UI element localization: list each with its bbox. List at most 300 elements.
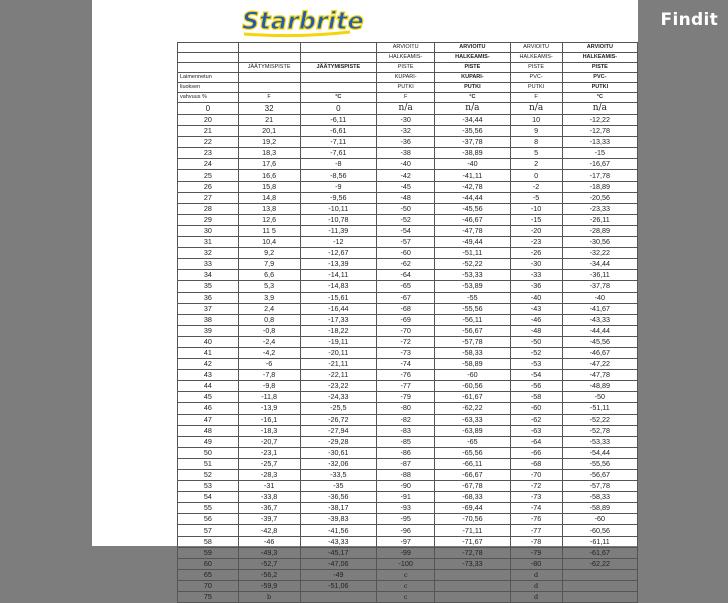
table-cell: -56,67 (435, 325, 510, 336)
header-cell: ARVIOITU (562, 43, 637, 53)
table-cell: 53 (178, 481, 239, 492)
table-cell: -37,78 (435, 137, 510, 148)
table-cell: -13,9 (238, 403, 300, 414)
table-cell: -45,56 (562, 336, 637, 347)
header-cell: ARVIOITU (435, 43, 510, 53)
table-cell: -36 (510, 281, 562, 292)
table-cell: 59 (178, 547, 239, 558)
header-cell: ARVIOITU (510, 43, 562, 53)
header-cell (178, 63, 239, 73)
table-row (178, 214, 638, 225)
table-row (178, 115, 638, 126)
table-cell: -71,11 (435, 525, 510, 536)
table-cell: 46 (178, 403, 239, 414)
table-cell: -0,8 (238, 325, 300, 336)
table-cell: -51,06 (300, 580, 376, 591)
table-row (178, 192, 638, 203)
table-cell: -66,67 (435, 470, 510, 481)
table-row (178, 414, 638, 425)
table-cell: n/a (377, 103, 435, 115)
table-cell: -43,33 (300, 536, 376, 547)
table-cell: -45 (377, 181, 435, 192)
table-cell: -70 (510, 470, 562, 481)
table-cell: -66 (510, 447, 562, 458)
table-cell: 52 (178, 470, 239, 481)
table-cell: -70 (377, 325, 435, 336)
header-cell: PUTKI (562, 83, 637, 93)
table-cell: -72,78 (435, 547, 510, 558)
table-cell: -18,89 (562, 181, 637, 192)
table-cell: -28,89 (562, 225, 637, 236)
table-cell: -60 (435, 370, 510, 381)
table-cell: -44,44 (435, 192, 510, 203)
table-cell: -15,61 (300, 292, 376, 303)
table-cell: -12,67 (300, 248, 376, 259)
table-cell: 48 (178, 425, 239, 436)
table-cell: -82 (377, 414, 435, 425)
table-cell: 50 (178, 447, 239, 458)
table-cell: -11,39 (300, 225, 376, 236)
table-cell: -68,33 (435, 492, 510, 503)
table-cell: -52,22 (435, 259, 510, 270)
table-cell: -9,8 (238, 381, 300, 392)
table-cell: -8 (300, 159, 376, 170)
table-cell: -37,78 (562, 281, 637, 292)
table-cell: -9 (300, 181, 376, 192)
header-cell: liuoksen (178, 83, 239, 93)
table-cell: -17,78 (562, 170, 637, 181)
table-cell: -38,17 (300, 503, 376, 514)
table-cell: -44,44 (562, 325, 637, 336)
table-cell: -65 (435, 436, 510, 447)
table-cell: -64 (510, 436, 562, 447)
table-cell: -99 (377, 547, 435, 558)
table-cell: -23,22 (300, 381, 376, 392)
table-cell: -40 (377, 159, 435, 170)
table-cell: -45,17 (300, 547, 376, 558)
table-cell: -71,67 (435, 536, 510, 547)
table-cell: -73 (510, 492, 562, 503)
table-cell: -52 (377, 214, 435, 225)
table-cell: 33 (178, 259, 239, 270)
table-cell: -6,11 (300, 115, 376, 126)
table-cell: 49 (178, 436, 239, 447)
header-cell (178, 43, 239, 53)
table-cell: -18,22 (300, 325, 376, 336)
table-cell: -20 (510, 225, 562, 236)
table-cell: -62,22 (435, 403, 510, 414)
table-cell: -68 (510, 458, 562, 469)
table-cell: -86 (377, 447, 435, 458)
table-cell: -76 (510, 514, 562, 525)
table-cell: 30 (178, 225, 239, 236)
table-cell: -73,33 (435, 558, 510, 569)
table-cell: -70,56 (435, 514, 510, 525)
table-row (178, 292, 638, 303)
table-cell: -52,22 (562, 414, 637, 425)
table-row (178, 225, 638, 236)
table-cell: -46 (238, 536, 300, 547)
header-cell: JÄÄTYMISPISTE (300, 63, 376, 73)
table-cell (562, 569, 637, 580)
header-cell: vahvuus % (178, 93, 239, 103)
table-cell: 0,8 (238, 314, 300, 325)
table-cell: -39,83 (300, 514, 376, 525)
table-cell: -41,67 (562, 303, 637, 314)
table-cell: 70 (178, 580, 239, 591)
table-cell: -38,89 (435, 148, 510, 159)
table-cell: -41,11 (435, 170, 510, 181)
header-cell: KUPARI- (435, 73, 510, 83)
header-cell: KUPARI- (377, 73, 435, 83)
table-cell: -10,11 (300, 203, 376, 214)
table-cell: 22 (178, 137, 239, 148)
table-cell: 54 (178, 492, 239, 503)
table-cell: 3,9 (238, 292, 300, 303)
table-cell: -42,78 (435, 181, 510, 192)
table-cell: 27 (178, 192, 239, 203)
table-row (178, 137, 638, 148)
table-cell: -30 (510, 259, 562, 270)
table-cell: n/a (435, 103, 510, 115)
table-cell: -80 (377, 403, 435, 414)
table-cell: -26,72 (300, 414, 376, 425)
table-cell: 7,9 (238, 259, 300, 270)
table-cell: -50 (562, 392, 637, 403)
table-cell: 47 (178, 414, 239, 425)
table-cell: -12,78 (562, 126, 637, 137)
table-cell (562, 592, 637, 603)
table-row (178, 148, 638, 159)
table-row (178, 336, 638, 347)
table-cell: -96 (377, 525, 435, 536)
table-cell: -42 (377, 170, 435, 181)
table-cell: 36 (178, 292, 239, 303)
table-row (178, 481, 638, 492)
table-cell: 23 (178, 148, 239, 159)
table-cell (435, 592, 510, 603)
header-cell: PUTKI (377, 83, 435, 93)
table-cell: -8,56 (300, 170, 376, 181)
table-cell: -50 (377, 203, 435, 214)
table-cell: -7,61 (300, 148, 376, 159)
header-cell: F (377, 93, 435, 103)
header-cell: PISTE (510, 63, 562, 73)
table-row (178, 569, 638, 580)
table-cell: 58 (178, 536, 239, 547)
table-cell: -33,8 (238, 492, 300, 503)
table-cell: 15,8 (238, 181, 300, 192)
table-cell: -95 (377, 514, 435, 525)
table-cell: -2,4 (238, 336, 300, 347)
table-cell: -78 (510, 536, 562, 547)
table-cell: 31 (178, 237, 239, 248)
table-cell: -15 (562, 148, 637, 159)
table-cell: -7,8 (238, 370, 300, 381)
table-cell: -52 (510, 347, 562, 358)
table-cell: -30,61 (300, 447, 376, 458)
table-cell: -2 (510, 181, 562, 192)
table-row (178, 181, 638, 192)
table-cell: -22,11 (300, 370, 376, 381)
table-cell: -79 (377, 392, 435, 403)
table-cell: -47,22 (562, 359, 637, 370)
table-row (178, 370, 638, 381)
table-cell: 10,4 (238, 237, 300, 248)
table-cell: -63 (510, 425, 562, 436)
table-row (178, 159, 638, 170)
table-cell: -72 (510, 481, 562, 492)
table-cell: -47,06 (300, 558, 376, 569)
table-row (178, 392, 638, 403)
table-cell: 20 (178, 115, 239, 126)
table-cell: -72 (377, 336, 435, 347)
header-cell: PISTE (562, 63, 637, 73)
header-cell (178, 53, 239, 63)
table-cell: -28,3 (238, 470, 300, 481)
table-row (178, 503, 638, 514)
table-cell: -65,56 (435, 447, 510, 458)
table-cell: c (377, 592, 435, 603)
table-cell: -5 (510, 192, 562, 203)
table-cell: 34 (178, 270, 239, 281)
table-cell: -39,7 (238, 514, 300, 525)
table-cell: -88 (377, 470, 435, 481)
table-cell: -73 (377, 347, 435, 358)
table-row (178, 237, 638, 248)
table-row (178, 281, 638, 292)
table-cell: -12,22 (562, 115, 637, 126)
table-cell: -52,7 (238, 558, 300, 569)
table-cell: -74 (377, 359, 435, 370)
table-cell: -36 (377, 137, 435, 148)
table-cell: 8 (510, 137, 562, 148)
header-cell: HALKEAMIS- (435, 53, 510, 63)
table-cell: c (377, 580, 435, 591)
table-cell: -55,56 (435, 303, 510, 314)
table-cell: -23,33 (562, 203, 637, 214)
table-cell: -50 (510, 336, 562, 347)
table-cell: -48 (510, 325, 562, 336)
table-cell: -62,22 (562, 558, 637, 569)
table-cell: -53,89 (435, 281, 510, 292)
table-cell: -35,56 (435, 126, 510, 137)
table-cell: 39 (178, 325, 239, 336)
table-cell: -87 (377, 458, 435, 469)
header-cell: PVC- (510, 73, 562, 83)
table-cell: -56,11 (435, 314, 510, 325)
table-cell: -34,44 (435, 115, 510, 126)
table-cell: -91 (377, 492, 435, 503)
table-cell: -55,56 (562, 458, 637, 469)
table-cell: -43 (510, 303, 562, 314)
table-cell: -52,78 (562, 425, 637, 436)
table-cell: 42 (178, 359, 239, 370)
table-cell: -11,8 (238, 392, 300, 403)
table-cell: -14,83 (300, 281, 376, 292)
table-cell: 65 (178, 569, 239, 580)
table-cell: 18,3 (238, 148, 300, 159)
table-cell: -55 (435, 292, 510, 303)
table-row (178, 259, 638, 270)
table-cell (562, 580, 637, 591)
table-row (178, 403, 638, 414)
table-cell: -54,44 (562, 447, 637, 458)
header-cell: HALKEAMIS- (377, 53, 435, 63)
table-cell: -93 (377, 503, 435, 514)
table-cell (435, 580, 510, 591)
table-row (178, 436, 638, 447)
table-cell: -20,11 (300, 347, 376, 358)
table-cell: -54 (377, 225, 435, 236)
table-cell: 41 (178, 347, 239, 358)
table-cell: 40 (178, 336, 239, 347)
table-cell: -36,7 (238, 503, 300, 514)
table-cell: -58,33 (435, 347, 510, 358)
header-cell: °C (300, 93, 376, 103)
header-cell: PUTKI (510, 83, 562, 93)
table-cell: -66,11 (435, 458, 510, 469)
table-cell: 21 (178, 126, 239, 137)
table-cell: -59,9 (238, 580, 300, 591)
table-cell: -63,89 (435, 425, 510, 436)
table-cell: -31 (238, 481, 300, 492)
table-cell: -32 (377, 126, 435, 137)
table-cell: -49,44 (435, 237, 510, 248)
table-cell: 17,6 (238, 159, 300, 170)
table-cell: -30,56 (562, 237, 637, 248)
table-cell: 25 (178, 170, 239, 181)
table-cell: n/a (510, 103, 562, 115)
table-cell: -34,44 (562, 259, 637, 270)
table-cell: -62 (377, 259, 435, 270)
table-cell: -56 (510, 381, 562, 392)
table-row (178, 170, 638, 181)
table-cell: -58,89 (562, 503, 637, 514)
table-row (178, 525, 638, 536)
table-cell: -40 (435, 159, 510, 170)
table-cell: -67,78 (435, 481, 510, 492)
table-row (178, 347, 638, 358)
table-cell: -13,33 (562, 137, 637, 148)
header-cell (238, 43, 300, 53)
table-row (178, 203, 638, 214)
table-cell: -60,56 (562, 525, 637, 536)
table-cell: -46 (510, 314, 562, 325)
header-cell: HALKEAMIS- (510, 53, 562, 63)
table-cell: 24 (178, 159, 239, 170)
table-cell: d (510, 592, 562, 603)
table-cell: -36,56 (300, 492, 376, 503)
table-cell: -80 (510, 558, 562, 569)
header-cell (238, 53, 300, 63)
header-cell: PUTKI (435, 83, 510, 93)
table-cell: -57,78 (562, 481, 637, 492)
header-row (178, 43, 638, 53)
table-cell: -67 (377, 292, 435, 303)
table-cell: -90 (377, 481, 435, 492)
table-cell: -12 (300, 237, 376, 248)
table-cell: 20,1 (238, 126, 300, 137)
table-cell: -6,61 (300, 126, 376, 137)
table-cell: -40 (562, 292, 637, 303)
logo-text: Starbrite (242, 7, 364, 35)
table-cell: 38 (178, 314, 239, 325)
table-row (178, 270, 638, 281)
table-cell: 11 5 (238, 225, 300, 236)
header-row (178, 73, 638, 83)
table-row (178, 314, 638, 325)
table-cell: -40 (510, 292, 562, 303)
table-cell: -58,89 (435, 359, 510, 370)
table-cell: -74 (510, 503, 562, 514)
table-row (178, 492, 638, 503)
table-cell: -32,06 (300, 458, 376, 469)
header-cell: HALKEAMIS- (562, 53, 637, 63)
table-cell: 60 (178, 558, 239, 569)
header-cell: F (238, 93, 300, 103)
table-cell: 0 (300, 103, 376, 115)
table-cell: -41,56 (300, 525, 376, 536)
header-cell (300, 53, 376, 63)
table-cell: 51 (178, 458, 239, 469)
header-row (178, 63, 638, 73)
findit-watermark: Findit (660, 10, 718, 30)
table-cell: -16,44 (300, 303, 376, 314)
table-cell: -21,11 (300, 359, 376, 370)
header-cell: PISTE (435, 63, 510, 73)
table-cell: -20,56 (562, 192, 637, 203)
table-cell: 45 (178, 392, 239, 403)
table-cell: -79 (510, 547, 562, 558)
table-row (178, 536, 638, 547)
header-cell: °C (435, 93, 510, 103)
table-cell: -47,78 (562, 370, 637, 381)
table-cell: -69 (377, 314, 435, 325)
table-cell: -58,33 (562, 492, 637, 503)
table-cell: 2 (510, 159, 562, 170)
table-cell: -61,67 (435, 392, 510, 403)
header-cell: JÄÄTYMISPISTE (238, 63, 300, 73)
table-cell: 0 (178, 103, 239, 115)
table-cell: -48 (377, 192, 435, 203)
table-cell: 2,4 (238, 303, 300, 314)
header-cell (238, 73, 300, 83)
table-cell: -61,67 (562, 547, 637, 558)
table-cell: -61,11 (562, 536, 637, 547)
table-cell: -20,7 (238, 436, 300, 447)
table-cell: -18,3 (238, 425, 300, 436)
table-cell: -64 (377, 270, 435, 281)
table-cell: -25,7 (238, 458, 300, 469)
table-cell: d (510, 569, 562, 580)
table-row (178, 470, 638, 481)
table-cell: 32 (178, 248, 239, 259)
table-cell: -38 (377, 148, 435, 159)
table-cell: -85 (377, 436, 435, 447)
table-cell: -100 (377, 558, 435, 569)
header-cell (300, 73, 376, 83)
table-cell: -14,11 (300, 270, 376, 281)
table-cell: 44 (178, 381, 239, 392)
table-cell: -33,5 (300, 470, 376, 481)
table-cell: -27,94 (300, 425, 376, 436)
table-cell: -13,39 (300, 259, 376, 270)
table-cell: -24,33 (300, 392, 376, 403)
table-cell: 5 (510, 148, 562, 159)
table-cell: -53,33 (562, 436, 637, 447)
header-cell: °C (562, 93, 637, 103)
